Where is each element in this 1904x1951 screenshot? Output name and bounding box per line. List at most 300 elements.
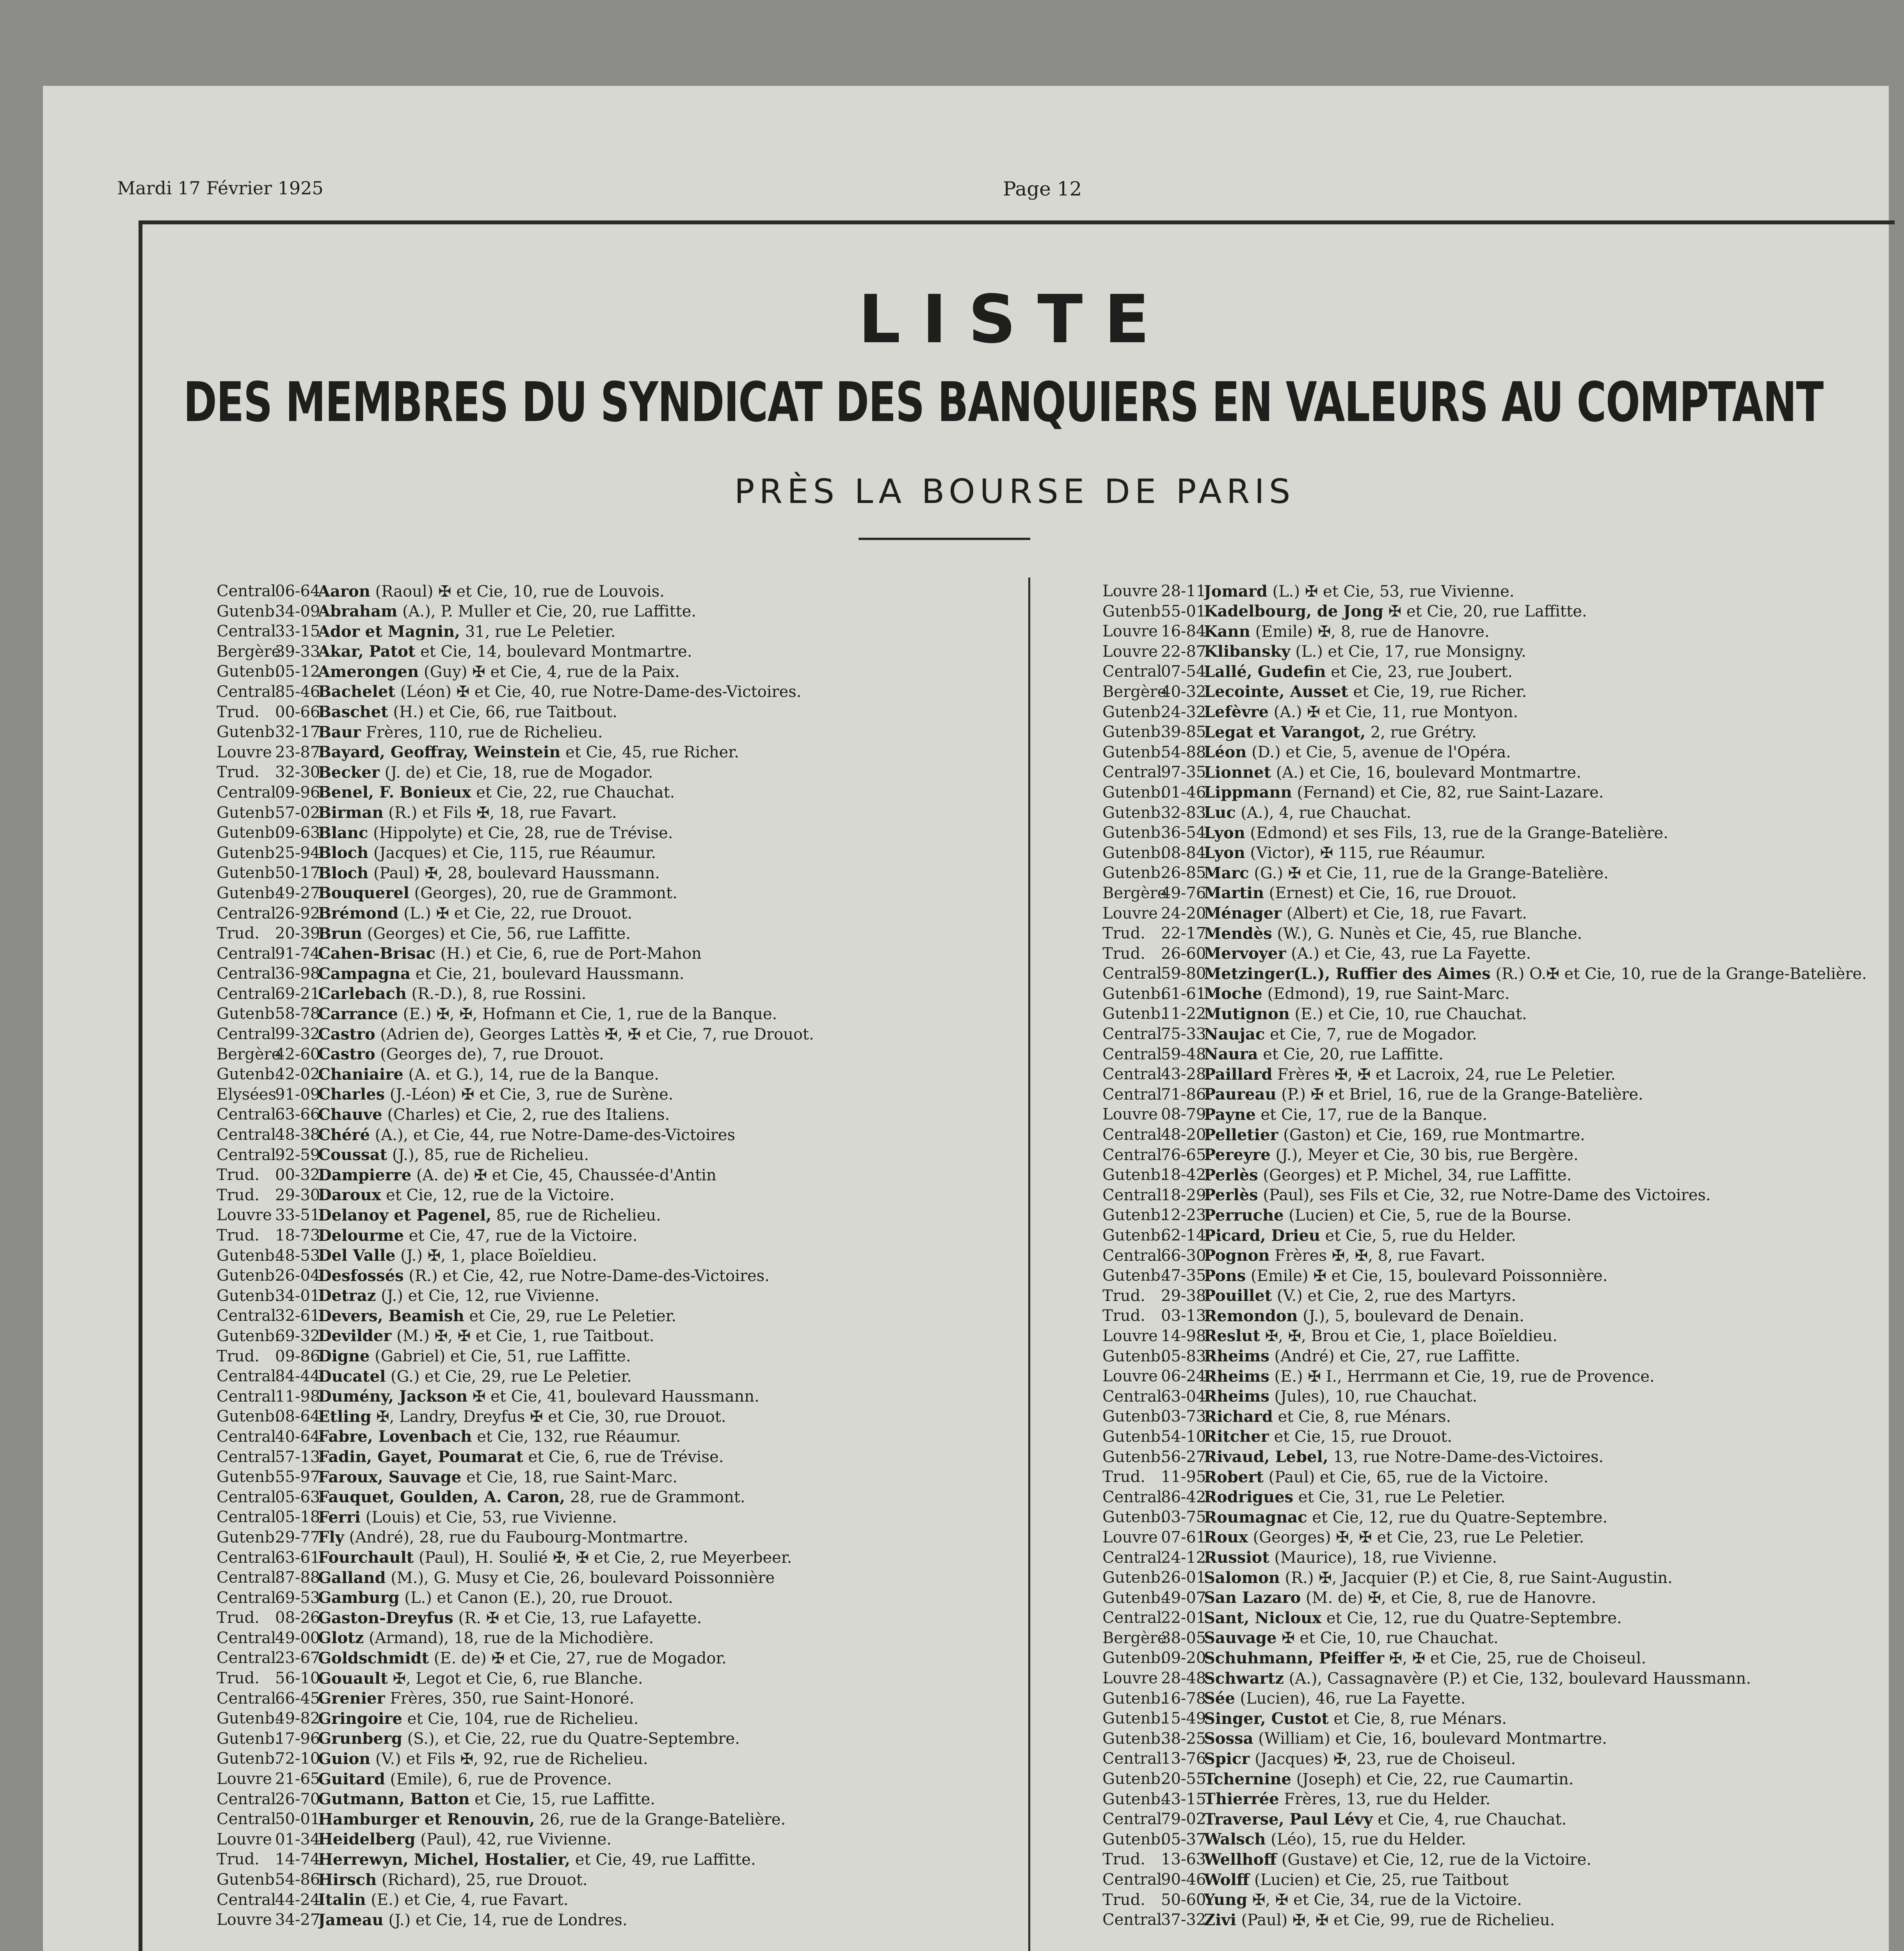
- phone-number: 69-53: [275, 1589, 320, 1607]
- phone-number: 49-82: [275, 1709, 320, 1728]
- member-name: Fly: [318, 1528, 344, 1547]
- member-address: et Cie, 12, rue du Quatre-Septembre.: [1312, 1508, 1608, 1526]
- member-row: [217, 924, 1020, 944]
- phone-number: 48-20: [1161, 1126, 1206, 1144]
- exchange: Trud.: [217, 1850, 260, 1869]
- exchange: Central: [1102, 1025, 1162, 1043]
- phone-number: 08-79: [1161, 1105, 1206, 1124]
- member-address: (R.-D.), 8, rue Rossini.: [411, 985, 587, 1003]
- member-address: (L.) ✠ et Cie, 22, rue Drouot.: [404, 904, 633, 922]
- member-name: Pelletier: [1204, 1125, 1278, 1144]
- phone-number: 08-26: [275, 1609, 320, 1627]
- exchange: Louvre: [217, 1770, 272, 1788]
- phone-number: 79-02: [1161, 1810, 1206, 1828]
- member-row: [1102, 662, 1883, 682]
- member-name: Reslut: [1204, 1327, 1260, 1345]
- member-row: [1102, 1226, 1883, 1246]
- member-row: [1102, 1387, 1883, 1407]
- phone-number: 92-59: [275, 1146, 320, 1164]
- member-address: (P.) ✠ et Briel, 16, rue de la Grange-Batelière.: [1281, 1086, 1643, 1104]
- member-row: [217, 1085, 1020, 1105]
- member-row: [1102, 904, 1883, 924]
- member-row: [217, 1749, 1020, 1769]
- phone-number: 66-30: [1161, 1246, 1206, 1265]
- member-address: (Louis) et Cie, 53, rue Vivienne.: [365, 1508, 617, 1526]
- member-name: Guion: [318, 1749, 371, 1768]
- phone-number: 72-10: [275, 1750, 320, 1768]
- member-name: Ferri: [318, 1508, 361, 1526]
- member-address: (G.) et Cie, 29, rue Le Peletier.: [390, 1367, 632, 1386]
- member-name: Carrance: [318, 1004, 398, 1023]
- member-row: [1102, 803, 1883, 823]
- member-row: [217, 1830, 1020, 1850]
- member-address: 85, rue de Richelieu.: [496, 1206, 661, 1224]
- phone-number: 84-44: [275, 1367, 320, 1386]
- member-address: (Paul) ✠, ✠ et Cie, 99, rue de Richelieu.: [1241, 1911, 1555, 1929]
- exchange: Trud.: [217, 1669, 260, 1688]
- member-row: [217, 1689, 1020, 1709]
- member-address: Frères ✠, ✠ et Lacroix, 24, rue Le Peletier.: [1277, 1065, 1616, 1084]
- member-name: Faroux, Sauvage: [318, 1468, 462, 1486]
- exchange: Louvre: [1102, 582, 1158, 600]
- exchange: Gutenb.: [1102, 783, 1166, 801]
- exchange: Gutenb.: [1102, 1206, 1166, 1224]
- exchange: Gutenb.: [1102, 1427, 1166, 1446]
- phone-number: 34-01: [275, 1286, 320, 1305]
- member-row: [217, 662, 1020, 682]
- member-address: (Edmond), 19, rue Saint-Marc.: [1267, 985, 1510, 1003]
- member-address: et Cie, 7, rue de Mogador.: [1270, 1025, 1477, 1043]
- phone-number: 55-97: [275, 1468, 320, 1486]
- member-row: [1102, 1689, 1883, 1709]
- exchange: Gutenb.: [1102, 602, 1166, 620]
- member-address: (Georges) et Cie, 56, rue Laffitte.: [367, 924, 631, 943]
- phone-number: 26-04: [275, 1267, 320, 1285]
- member-address: (G.) ✠ et Cie, 11, rue de la Grange-Batelière.: [1254, 864, 1609, 882]
- member-name: Kadelbourg, de Jong: [1204, 602, 1383, 621]
- member-name: Gringoire: [318, 1709, 402, 1728]
- member-row: [1102, 743, 1883, 763]
- member-row: [217, 1226, 1020, 1246]
- member-row: [1102, 1709, 1883, 1729]
- member-row: [217, 984, 1020, 1004]
- member-address: (Paul), 42, rue Vivienne.: [420, 1830, 612, 1849]
- members-left-column: [217, 581, 1020, 1930]
- member-name: Roumagnac: [1204, 1508, 1307, 1526]
- member-name: Cahen-Brisac: [318, 944, 436, 963]
- member-address: (V.) et Fils ✠, 92, rue de Richelieu.: [375, 1750, 648, 1768]
- exchange: Gutenb.: [217, 864, 280, 882]
- member-address: (Lucien) et Cie, 25, rue Taitbout: [1254, 1871, 1509, 1889]
- exchange: Gutenb.: [217, 1065, 280, 1084]
- member-name: Fabre, Lovenbach: [318, 1427, 472, 1446]
- member-row: [217, 1407, 1020, 1427]
- member-address: et Cie, 132, rue Réaumur.: [477, 1428, 681, 1446]
- exchange: Gutenb.: [1102, 703, 1166, 721]
- member-address: (Richard), 25, rue Drouot.: [381, 1871, 588, 1889]
- phone-number: 50-60: [1161, 1891, 1206, 1909]
- exchange: Central: [1102, 1146, 1162, 1164]
- member-address: (R.) et Cie, 42, rue Notre-Dame-des-Victoires.: [409, 1267, 770, 1285]
- exchange: Gutenb.: [1102, 1770, 1166, 1788]
- exchange: Gutenb.: [1102, 803, 1166, 822]
- exchange: Central: [1102, 1387, 1162, 1406]
- phone-number: 17-96: [275, 1729, 320, 1748]
- member-name: Remondon: [1204, 1306, 1298, 1325]
- member-row: [1102, 1185, 1883, 1206]
- member-name: Rheims: [1204, 1387, 1269, 1406]
- member-row: [1102, 1548, 1883, 1568]
- phone-number: 22-17: [1161, 924, 1206, 943]
- exchange: Louvre: [217, 1206, 272, 1224]
- member-row: [217, 1004, 1020, 1024]
- member-address: (V.) et Cie, 2, rue des Martyrs.: [1277, 1287, 1516, 1305]
- exchange: Trud.: [1102, 1307, 1145, 1325]
- member-address: et Cie, 31, rue Le Peletier.: [1298, 1488, 1506, 1507]
- member-name: Delourme: [318, 1226, 404, 1245]
- member-row: [217, 1568, 1020, 1588]
- member-address: (L.) ✠ et Cie, 53, rue Vivienne.: [1272, 582, 1515, 601]
- member-name: Chéré: [318, 1125, 370, 1144]
- member-address: (Paul), ses Fils et Cie, 32, rue Notre-Dame des Victoires.: [1263, 1186, 1711, 1205]
- member-name: Sée: [1204, 1689, 1235, 1708]
- member-address: et Cie, 19, rue Richer.: [1353, 683, 1527, 701]
- member-row: [1102, 1427, 1883, 1447]
- exchange: Gutenb.: [217, 602, 280, 620]
- phone-number: 23-87: [275, 743, 320, 761]
- member-name: Martin: [1204, 884, 1264, 903]
- exchange: Central: [1102, 1045, 1162, 1063]
- member-row: [217, 1064, 1020, 1085]
- phone-number: 48-38: [275, 1126, 320, 1144]
- member-address: Frères, 13, rue du Helder.: [1284, 1790, 1491, 1809]
- exchange: Central: [1102, 663, 1162, 681]
- member-row: [1102, 722, 1883, 743]
- member-row: [1102, 1045, 1883, 1065]
- member-name: Zivi: [1204, 1910, 1236, 1929]
- exchange: Central: [217, 1025, 276, 1043]
- member-address: (J.) et Cie, 14, rue de Londres.: [388, 1911, 628, 1929]
- member-row: [1102, 1447, 1883, 1468]
- member-address: (Armand), 18, rue de la Michodière.: [368, 1629, 654, 1647]
- exchange: Trud.: [1102, 924, 1145, 943]
- exchange: Gutenb.: [217, 1286, 280, 1305]
- exchange: Gutenb.: [1102, 743, 1166, 761]
- member-address: ✠, ✠, Brou et Cie, 1, place Boïeldieu.: [1265, 1327, 1557, 1345]
- member-address: et Cie, 18, rue Saint-Marc.: [466, 1468, 677, 1486]
- exchange: Gutenb.: [1102, 1166, 1166, 1184]
- member-address: (A.), P. Muller et Cie, 20, rue Laffitte.: [402, 602, 697, 621]
- exchange: Gutenb.: [217, 1005, 280, 1023]
- member-row: [217, 1870, 1020, 1890]
- phone-number: 43-28: [1161, 1065, 1206, 1084]
- phone-number: 29-38: [1161, 1286, 1206, 1305]
- member-name: Naujac: [1204, 1025, 1265, 1043]
- member-address: (L.) et Cie, 17, rue Monsigny.: [1295, 643, 1526, 661]
- phone-number: 01-34: [275, 1830, 320, 1848]
- phone-number: 24-12: [1161, 1548, 1206, 1567]
- member-address: (William) et Cie, 16, boulevard Montmartre.: [1258, 1730, 1607, 1748]
- member-name: Thierrée: [1204, 1790, 1279, 1809]
- member-name: Russiot: [1204, 1548, 1269, 1567]
- member-address: et Cie, 15, rue Laffitte.: [475, 1790, 655, 1809]
- member-name: Sauvage: [1204, 1629, 1277, 1647]
- exchange: Gutenb.: [1102, 1267, 1166, 1285]
- member-address: (A.) et Cie, 16, boulevard Montmartre.: [1276, 763, 1581, 782]
- member-name: Payne: [1204, 1105, 1256, 1124]
- member-name: Yung: [1204, 1891, 1248, 1909]
- member-address: et Cie, 4, rue Chauchat.: [1378, 1810, 1567, 1828]
- phone-number: 11-98: [275, 1387, 320, 1406]
- member-row: [1102, 1024, 1883, 1045]
- member-address: (J.-Léon) ✠ et Cie, 3, rue de Surène.: [389, 1086, 674, 1104]
- member-row: [217, 1769, 1020, 1789]
- phone-number: 97-35: [1161, 763, 1206, 782]
- member-row: [1102, 1105, 1883, 1125]
- member-address: et Cie, 45, rue Richer.: [565, 743, 739, 762]
- phone-number: 42-60: [275, 1045, 320, 1063]
- member-name: Lippmann: [1204, 783, 1292, 802]
- member-name: Walsch: [1204, 1830, 1266, 1849]
- exchange: Trud.: [217, 1347, 260, 1365]
- phone-number: 69-32: [275, 1327, 320, 1345]
- member-row: [217, 1528, 1020, 1548]
- member-name: Picard, Drieu: [1204, 1226, 1320, 1245]
- member-address: (Georges) ✠, ✠ et Cie, 23, rue Le Peletier.: [1253, 1528, 1584, 1547]
- member-name: Spicr: [1204, 1749, 1250, 1768]
- member-name: Glotz: [318, 1629, 364, 1647]
- member-address: (Adrien de), Georges Lattès ✠, ✠ et Cie, 7, rue Drouot.: [380, 1025, 814, 1043]
- member-address: (Joseph) et Cie, 22, rue Caumartin.: [1296, 1770, 1574, 1788]
- member-address: et Cie, 23, rue Joubert.: [1331, 663, 1513, 681]
- member-address: (E.) et Cie, 10, rue Chauchat.: [1294, 1005, 1527, 1023]
- phone-number: 49-76: [1161, 884, 1206, 902]
- member-address: (R. ✠ et Cie, 13, rue Lafayette.: [458, 1609, 702, 1627]
- member-address: (Lucien), 46, rue La Fayette.: [1240, 1690, 1466, 1708]
- member-row: [1102, 702, 1883, 723]
- member-row: [1102, 1085, 1883, 1105]
- member-row: [1102, 823, 1883, 843]
- exchange: Central: [217, 1427, 276, 1446]
- member-name: Delanoy et Pagenel,: [318, 1206, 492, 1224]
- member-row: [217, 702, 1020, 723]
- title-rule: [859, 538, 1030, 540]
- phone-number: 26-01: [1161, 1569, 1206, 1587]
- member-row: [1102, 1347, 1883, 1367]
- phone-number: 06-24: [1161, 1367, 1206, 1386]
- phone-number: 09-20: [1161, 1649, 1206, 1667]
- phone-number: 05-37: [1161, 1830, 1206, 1848]
- exchange: Gutenb.: [1102, 1709, 1166, 1728]
- phone-number: 50-01: [275, 1810, 320, 1828]
- member-address: et Cie, 8, rue Ménars.: [1278, 1407, 1451, 1426]
- member-name: Mervoyer: [1204, 944, 1286, 963]
- exchange: Louvre: [1102, 1528, 1158, 1546]
- page-number: Page 12: [1003, 178, 1082, 200]
- member-name: Birman: [318, 803, 384, 822]
- exchange: Trud.: [1102, 1891, 1145, 1909]
- exchange: Louvre: [1102, 1367, 1158, 1386]
- member-address: (M.) ✠, ✠ et Cie, 1, rue Taitbout.: [396, 1327, 654, 1345]
- member-address: (Georges) et P. Michel, 34, rue Laffitte.: [1263, 1166, 1572, 1184]
- phone-number: 29-77: [275, 1528, 320, 1546]
- phone-number: 69-21: [275, 984, 320, 1003]
- exchange: Louvre: [217, 743, 272, 761]
- member-name: Tchernine: [1204, 1770, 1291, 1788]
- member-name: Charles: [318, 1085, 385, 1104]
- member-name: Castro: [318, 1045, 375, 1064]
- member-name: Daroux: [318, 1186, 381, 1205]
- member-address: (W.), G. Nunès et Cie, 45, rue Blanche.: [1277, 924, 1582, 943]
- phone-number: 36-54: [1161, 824, 1206, 842]
- exchange: Gutenb.: [217, 1267, 280, 1285]
- member-address: (J.), 5, boulevard de Denain.: [1303, 1307, 1524, 1325]
- phone-number: 54-10: [1161, 1427, 1206, 1446]
- exchange: Central: [1102, 1911, 1162, 1929]
- exchange: Central: [217, 1589, 276, 1607]
- member-row: [217, 682, 1020, 702]
- exchange: Gutenb.: [1102, 1569, 1166, 1587]
- phone-number: 42-02: [275, 1065, 320, 1084]
- member-address: et Cie, 104, rue de Richelieu.: [407, 1709, 639, 1728]
- member-row: [217, 803, 1020, 823]
- member-row: [217, 1709, 1020, 1729]
- members-right-column: [1102, 581, 1883, 1930]
- exchange: Louvre: [1102, 1669, 1158, 1688]
- exchange: Central: [1102, 1126, 1162, 1144]
- member-row: [1102, 762, 1883, 783]
- member-address: Frères ✠, ✠, 8, rue Favart.: [1275, 1247, 1486, 1265]
- member-address: 28, rue de Grammont.: [570, 1488, 745, 1507]
- member-name: Pereyre: [1204, 1146, 1271, 1164]
- phone-number: 38-05: [1161, 1629, 1206, 1647]
- exchange: Gutenb.: [1102, 1005, 1166, 1023]
- phone-number: 05-18: [275, 1508, 320, 1526]
- member-name: Castro: [318, 1025, 375, 1043]
- member-row: [217, 1588, 1020, 1608]
- member-row: [1102, 1306, 1883, 1326]
- member-name: Schuhmann, Pfeiffer: [1204, 1649, 1385, 1667]
- phone-number: 07-61: [1161, 1528, 1206, 1546]
- phone-number: 03-75: [1161, 1508, 1206, 1526]
- member-address: ✠, ✠ et Cie, 25, rue de Choiseul.: [1389, 1649, 1646, 1667]
- member-row: [217, 964, 1020, 984]
- member-row: [1102, 1366, 1883, 1387]
- phone-number: 40-32: [1161, 682, 1206, 701]
- member-name: Lyon: [1204, 823, 1245, 842]
- phone-number: 59-48: [1161, 1045, 1206, 1063]
- member-address: 13, rue Notre-Dame-des-Victoires.: [1333, 1448, 1604, 1466]
- member-address: (A.), et Cie, 44, rue Notre-Dame-des-Victoires: [375, 1126, 735, 1144]
- member-address: et Cie, 47, rue de la Victoire.: [409, 1226, 638, 1245]
- member-name: Rheims: [1204, 1347, 1269, 1366]
- member-row: [1102, 1668, 1883, 1689]
- member-name: Pouillet: [1204, 1286, 1272, 1305]
- member-address: (A.) ✠ et Cie, 11, rue Montyon.: [1273, 703, 1518, 721]
- exchange: Central: [217, 1508, 276, 1526]
- exchange: Trud.: [217, 1166, 260, 1184]
- page-date: Mardi 17 Février 1925: [117, 178, 324, 199]
- member-address: (Hippolyte) et Cie, 28, rue de Trévise.: [373, 824, 673, 842]
- title-subtitle: PRÈS LA BOURSE DE PARIS: [734, 472, 1295, 511]
- phone-number: 07-54: [1161, 663, 1206, 681]
- member-name: Gaston-Dreyfus: [318, 1608, 453, 1627]
- phone-number: 50-17: [275, 864, 320, 882]
- member-row: [1102, 1729, 1883, 1749]
- member-row: [217, 1850, 1020, 1870]
- member-name: Galland: [318, 1568, 386, 1587]
- member-row: [1102, 1608, 1883, 1628]
- member-address: (Paul), H. Soulié ✠, ✠ et Cie, 2, rue Meyerbeer.: [418, 1549, 792, 1567]
- exchange: Gutenb.: [1102, 723, 1166, 741]
- phone-number: 20-55: [1161, 1770, 1206, 1788]
- member-address: (M.), G. Musy et Cie, 26, boulevard Poissonnière: [391, 1569, 775, 1587]
- member-name: Schwartz: [1204, 1669, 1284, 1688]
- phone-number: 15-49: [1161, 1709, 1206, 1728]
- phone-number: 87-88: [275, 1569, 320, 1587]
- member-row: [1102, 1205, 1883, 1226]
- exchange: Gutenb.: [217, 1468, 280, 1486]
- member-row: [217, 1165, 1020, 1185]
- member-address: (Léon) ✠ et Cie, 40, rue Notre-Dame-des-Victoires.: [400, 683, 802, 701]
- phone-number: 18-73: [275, 1226, 320, 1244]
- member-row: [217, 1145, 1020, 1166]
- phone-number: 37-32: [1161, 1911, 1206, 1929]
- exchange: Louvre: [1102, 1105, 1158, 1124]
- member-name: Perlès: [1204, 1166, 1258, 1184]
- member-address: (Lucien) et Cie, 5, rue de la Bourse.: [1289, 1206, 1572, 1224]
- member-row: [217, 1326, 1020, 1347]
- member-row: [217, 1105, 1020, 1125]
- phone-number: 49-00: [275, 1629, 320, 1647]
- exchange: Central: [217, 1387, 276, 1406]
- member-address: 31, rue Le Peletier.: [465, 622, 616, 641]
- member-name: Ducatel: [318, 1367, 386, 1386]
- exchange: Trud.: [1102, 1850, 1145, 1869]
- member-row: [1102, 1568, 1883, 1588]
- member-name: Hirsch: [318, 1870, 377, 1889]
- member-name: Roux: [1204, 1528, 1248, 1547]
- phone-number: 09-63: [275, 824, 320, 842]
- phone-number: 18-29: [1161, 1186, 1206, 1204]
- member-name: Wolff: [1204, 1870, 1250, 1889]
- member-name: Legat et Varangot,: [1204, 723, 1366, 741]
- member-row: [1102, 964, 1883, 984]
- member-name: Traverse, Paul Lévy: [1204, 1810, 1373, 1828]
- member-address: (A.), 4, rue Chauchat.: [1241, 804, 1412, 822]
- member-name: Ménager: [1204, 904, 1282, 922]
- member-name: Richard: [1204, 1407, 1273, 1426]
- exchange: Central: [1102, 1750, 1162, 1768]
- phone-number: 59-80: [1161, 965, 1206, 983]
- member-row: [217, 762, 1020, 783]
- member-row: [217, 1185, 1020, 1206]
- exchange: Louvre: [1102, 642, 1158, 661]
- member-name: Bloch: [318, 844, 369, 862]
- phone-number: 16-84: [1161, 622, 1206, 641]
- exchange: Central: [217, 1367, 276, 1386]
- member-address: (Emile) ✠, 8, rue de Hanovre.: [1255, 622, 1490, 641]
- member-address: (Fernand) et Cie, 82, rue Saint-Lazare.: [1297, 784, 1604, 802]
- member-row: [1102, 1769, 1883, 1789]
- member-name: Abraham: [318, 602, 398, 621]
- phone-number: 05-12: [275, 663, 320, 681]
- member-row: [1102, 1064, 1883, 1085]
- member-row: [217, 1306, 1020, 1326]
- member-address: (Paul) ✠, 28, boulevard Haussmann.: [373, 864, 660, 882]
- member-address: (Jacques) ✠, 23, rue de Choiseul.: [1255, 1750, 1516, 1768]
- member-name: Digne: [318, 1347, 370, 1366]
